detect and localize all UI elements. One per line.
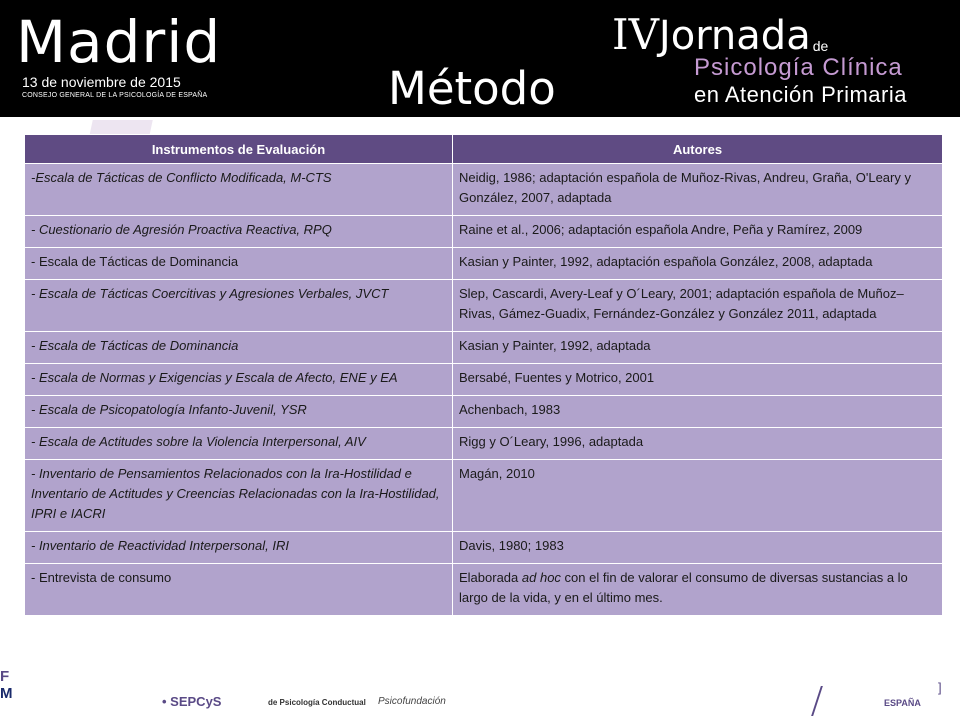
- instrument-cell: - Cuestionario de Agresión Proactiva Reactiva, RPQ: [25, 216, 453, 248]
- table-header-row: [25, 135, 943, 164]
- authors-cell: Raine et al., 2006; adaptación española Andre, Peña y Ramírez, 2009: [453, 216, 943, 248]
- footer-logo-left-bottom: M: [0, 685, 13, 702]
- table-row: [25, 564, 943, 616]
- sepcys-logo: • SEPCyS: [162, 694, 222, 709]
- organization-name: CONSEJO GENERAL DE LA PSICOLOGÍA DE ESPAÑA: [22, 92, 208, 99]
- event-logo: [612, 10, 828, 59]
- instrument-cell: - Escala de Tácticas de Dominancia: [25, 332, 453, 364]
- authors-cell: Bersabé, Fuentes y Motrico, 2001: [453, 364, 943, 396]
- instruments-table: [24, 134, 942, 616]
- authors-text: con el fin de valorar el consumo de diversas sustancias a lo largo de la vida, y en el último mes.: [459, 570, 908, 605]
- bracket-logo: ]: [938, 680, 942, 695]
- jornada-word: Jornada: [658, 13, 811, 59]
- espana-logo: ESPAÑA: [884, 698, 921, 708]
- authors-cell: Rigg y O´Leary, 1996, adaptada: [453, 428, 943, 460]
- authors-cell: Kasian y Painter, 1992, adaptada: [453, 332, 943, 364]
- table-row: [25, 532, 943, 564]
- column-header-instruments: Instrumentos de Evaluación: [25, 135, 453, 164]
- table-row: [25, 460, 943, 532]
- authors-cell: Slep, Cascardi, Avery-Leaf y O´Leary, 2001; adaptación española de Muñoz–Rivas, Gámez-Guadix, Fernández-González y González 2011, adaptada: [453, 280, 943, 332]
- conductual-logo: de Psicología Conductual: [268, 698, 366, 707]
- instrument-cell: - Escala de Tácticas de Dominancia: [25, 248, 453, 280]
- jornada-numeral: IV: [612, 10, 659, 59]
- slide-header: [0, 0, 960, 117]
- table-row: [25, 216, 943, 248]
- authors-cell: Neidig, 1986; adaptación española de Muñoz-Rivas, Andreu, Graña, O'Leary y González, 2007, adaptada: [453, 164, 943, 216]
- authors-cell: Magán, 2010: [453, 460, 943, 532]
- instrument-cell: - Escala de Psicopatología Infanto-Juvenil, YSR: [25, 396, 453, 428]
- instrument-cell: -Escala de Tácticas de Conflicto Modificada, M-CTS: [25, 164, 453, 216]
- slide-title: Método: [388, 62, 556, 115]
- column-header-authors: Autores: [453, 135, 943, 164]
- footer-logo-left-top: F: [0, 668, 10, 685]
- table-row: [25, 428, 943, 460]
- psicofundacion-logo: Psicofundación: [378, 696, 446, 707]
- table-row: [25, 248, 943, 280]
- event-date: 13 de noviembre de 2015: [22, 74, 181, 90]
- event-subtitle-2: en Atención Primaria: [694, 82, 907, 107]
- authors-cell: Kasian y Painter, 1992, adaptación española González, 2008, adaptada: [453, 248, 943, 280]
- authors-cell: Davis, 1980; 1983: [453, 532, 943, 564]
- jornada-de: de: [812, 38, 829, 54]
- table-row: [25, 364, 943, 396]
- instrument-cell: - Inventario de Pensamientos Relacionados con la Ira-Hostilidad e Inventario de Actitudes y Creencias Relacionadas con la Ira-Hostilidad, IPRI e IACRI: [25, 460, 453, 532]
- instrument-cell: - Entrevista de consumo: [25, 564, 453, 616]
- event-subtitle-1: Psicología Clínica: [694, 54, 903, 81]
- footer-logos: [0, 650, 960, 720]
- authors-italic-text: ad hoc: [521, 570, 561, 585]
- table-row: [25, 164, 943, 216]
- decorative-slash: [811, 686, 833, 716]
- instrument-cell: - Inventario de Reactividad Interpersonal, IRI: [25, 532, 453, 564]
- authors-text: Elaborada: [459, 570, 522, 585]
- authors-cell: Achenbach, 1983: [453, 396, 943, 428]
- table-row: [25, 396, 943, 428]
- city-logo-text: Madrid: [16, 8, 222, 76]
- table-row: [25, 280, 943, 332]
- table-row: [25, 332, 943, 364]
- authors-cell: [453, 564, 943, 616]
- instrument-cell: - Escala de Actitudes sobre la Violencia Interpersonal, AIV: [25, 428, 453, 460]
- instrument-cell: - Escala de Normas y Exigencias y Escala de Afecto, ENE y EA: [25, 364, 453, 396]
- instrument-cell: - Escala de Tácticas Coercitivas y Agresiones Verbales, JVCT: [25, 280, 453, 332]
